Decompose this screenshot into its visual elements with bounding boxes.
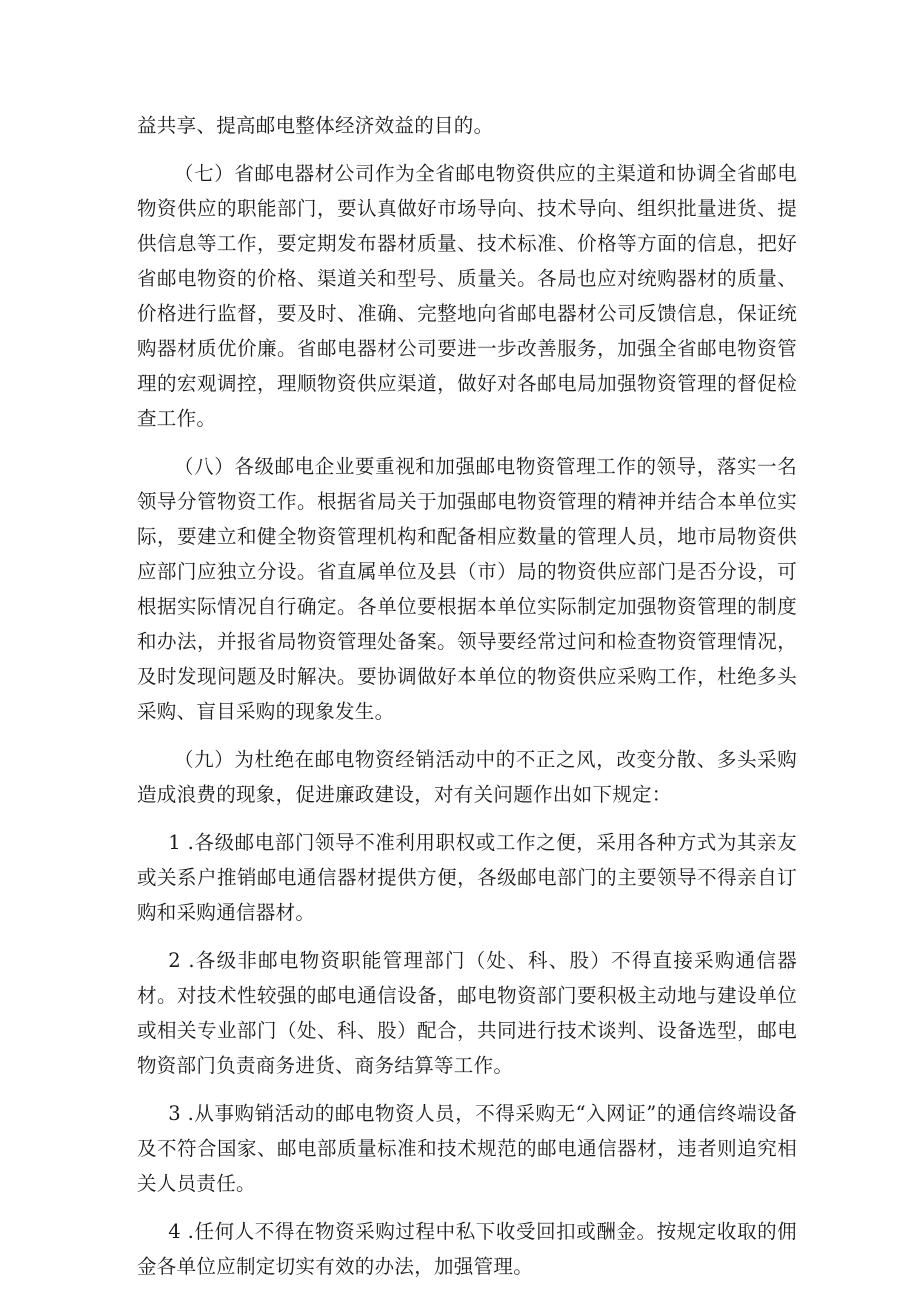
rule-item-1: 1 .各级邮电部门领导不准利用职权或工作之便，采用各种方式为其亲友或关系户推销邮电通信器材提供方便，各级邮电部门的主要领导不得亲自订购和采购通信器材。 [137,831,797,924]
paragraph-section-8: （八）各级邮电企业要重视和加强邮电物资管理工作的领导，落实一名领导分管物资工作。根据省局关于加强邮电物资管理的精神并结合本单位实际，要建立和健全物资管理机构和配备相应数量的管理人员，地市局物资供应部门应独立分设。省直属单位及县（市）局的物资供应部门是否分设，可根据实际情况自行确定。各单位要根据本单位实际制定加强物资管理的制度和办法，并报省局物资管理处备案。领导要经常过问和检查物资管理情况，及时发现问题及时解决。要协调做好本单位的物资供应采购工作，杜绝多头采购、盲目采购的现象发生。 [137,455,797,723]
rule-item-3: 3 .从事购销活动的邮电物资人员，不得采购无“入网证”的通信终端设备及不符合国家、邮电部质量标准和技术规范的邮电通信器材，违者则追究相关人员责任。 [137,1102,797,1195]
document-body [137,108,797,1297]
rule-item-4: 4 .任何人不得在物资采购过程中私下收受回扣或酬金。按规定收取的佣金各单位应制定切实有效的办法，加强管理。 [137,1220,797,1278]
paragraph-section-7: （七）省邮电器材公司作为全省邮电物资供应的主渠道和协调全省邮电物资供应的职能部门，要认真做好市场导向、技术导向、组织批量进货、提供信息等工作，要定期发布器材质量、技术标准、价格等方面的信息，把好省邮电物资的价格、渠道关和型号、质量关。各局也应对统购器材的质量、价格进行监督，要及时、准确、完整地向省邮电器材公司反馈信息，保证统购器材质优价廉。省邮电器材公司要进一步改善服务，加强全省邮电物资管理的宏观调控，理顺物资供应渠道，做好对各邮电局加强物资管理的督促检查工作。 [137,162,797,430]
paragraph-continuation: 益共享、提高邮电整体经济效益的目的。 [137,114,494,137]
rule-item-2: 2 .各级非邮电物资职能管理部门（处、科、股）不得直接采购通信器材。对技术性较强的邮电通信设备，邮电物资部门要积极主动地与建设单位或相关专业部门（处、科、股）配合，共同进行技术谈判、设备选型，邮电物资部门负责商务进货、商务结算等工作。 [137,949,797,1077]
paragraph-section-9: （九）为杜绝在邮电物资经销活动中的不正之风，改变分散、多头采购造成浪费的现象，促进廉政建设，对有关问题作出如下规定： [137,748,797,806]
